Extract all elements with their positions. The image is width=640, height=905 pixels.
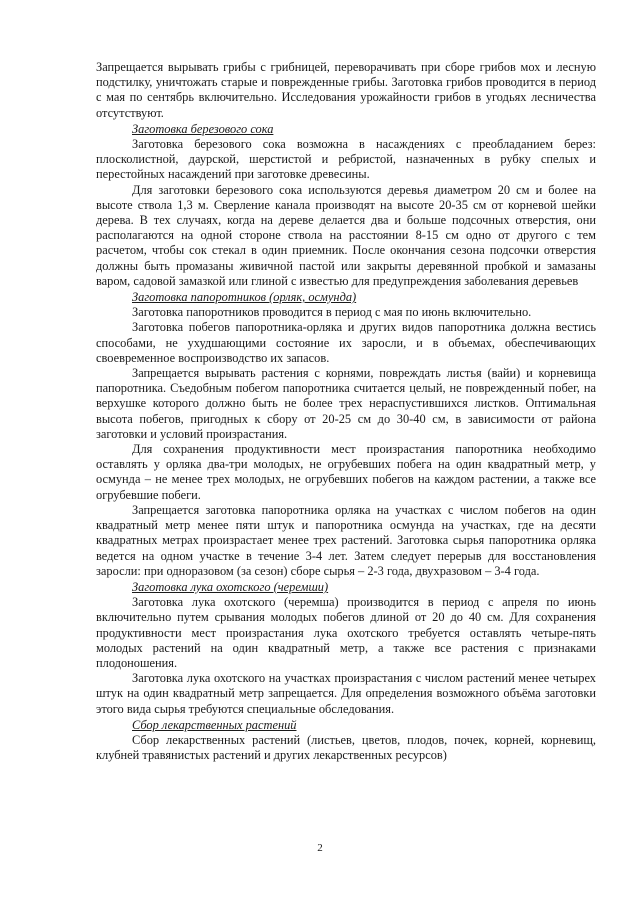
paragraph: Заготовка березового сока возможна в насаждениях с преобладанием берез: плосколистной, даурской, шерстистой и ребристой, назначенных в рубку спелых и перестойных насаждений при заготовке древесины. bbox=[96, 137, 596, 182]
paragraph: Заготовка папоротников проводится в период с мая по июнь включительно. bbox=[132, 305, 532, 320]
section-heading: Заготовка лука охотского (черемши) bbox=[132, 579, 329, 594]
paragraph: Заготовка лука охотского на участках произрастания с числом растений менее четырех штук на один квадратный метр запрещается. Для определения возможного объёма заготовки этого вида сырья требуются специальные обследования. bbox=[96, 671, 596, 716]
paragraph: Заготовка лука охотского (черемша) производится в период с апреля по июнь включительно путем срывания молодых побегов длиной от 20 до 40 см. Для сохранения продуктивности мест произрастания лука охотского требуется оставлять четыре-пять молодых растений на один квадратный метр, а также все растения с признаками плодоношения. bbox=[96, 595, 596, 670]
paragraph: Заготовка побегов папоротника-орляка и других видов папоротника должна вестись способами, не ухудшающими состояние их заросли, и в объемах, обеспечивающих своевременное воспроизводство их запасов. bbox=[96, 320, 596, 365]
section-heading: Сбор лекарственных растений bbox=[132, 717, 297, 732]
paragraph: Запрещается вырывать растения с корнями, повреждать листья (вайи) и корневища папоротника. Съедобным побегом папоротника считается целый, не поврежденный побег, на верхушке которого должно быть не более трех нераспустившихся листков. Оптимальная высота побегов, пригодных к сбору от 20-25 см до 30-40 см, в зависимости от района заготовки и условий произрастания. bbox=[96, 366, 596, 441]
paragraph: Для сохранения продуктивности мест произрастания папоротника необходимо оставлять у орляка два-три молодых, не огрубевших побега на один квадратный метр, у осмунда – не менее трех молодых, не огрубевших побегов на каждом растении, а также все огрубевшие побеги. bbox=[96, 442, 596, 502]
paragraph: Сбор лекарственных растений (листьев, цветов, плодов, почек, корней, корневищ, клубней травянистых растений и других лекарственных ресурсов) bbox=[96, 732, 596, 763]
section-heading: Заготовка папоротников (орляк, осмунда) bbox=[132, 290, 357, 305]
page-number: 2 bbox=[317, 842, 323, 854]
paragraph: Для заготовки березового сока используются деревья диаметром 20 см и более на высоте ствола 1,3 м. Сверление канала производят на высоте 20-35 см от корневой шейки дерева. В тех случаях, когда на дереве делается два и больше подсочных отверстия, они располагаются на одной стороне ствола на расстоянии 8-15 см одно от другого с тем расчетом, чтобы сок стекал в один приемник. После окончания сезона подсочки отверстия должны быть промазаны живичной пастой или закрыты деревянной пробкой и замазаны варом, садовой замазкой или глиной с известью для предупреждения заболевания деревьев bbox=[96, 182, 596, 288]
document-body bbox=[96, 60, 596, 763]
section-heading: Заготовка березового сока bbox=[132, 121, 274, 136]
paragraph: Запрещается вырывать грибы с грибницей, переворачивать при сборе грибов мох и лесную подстилку, уничтожать старые и поврежденные грибы. Заготовка грибов проводится в период с мая по сентябрь включительно. Исследования урожайности грибов в угодьях лесничества отсутствуют. bbox=[96, 60, 596, 120]
paragraph: Запрещается заготовка папоротника орляка на участках с числом побегов на один квадратный метр менее пяти штук и папоротника осмунда на участках, где на десяти квадратных метрах произрастает менее трех растений. Заготовка сырья папоротника орляка ведется на одном участке в течение 3-4 лет. Затем следует перерыв для восстановления заросли: при одноразовом (за сезон) сборе сырья – 2-3 года, двухразовом – 3-4 года. bbox=[96, 502, 596, 578]
